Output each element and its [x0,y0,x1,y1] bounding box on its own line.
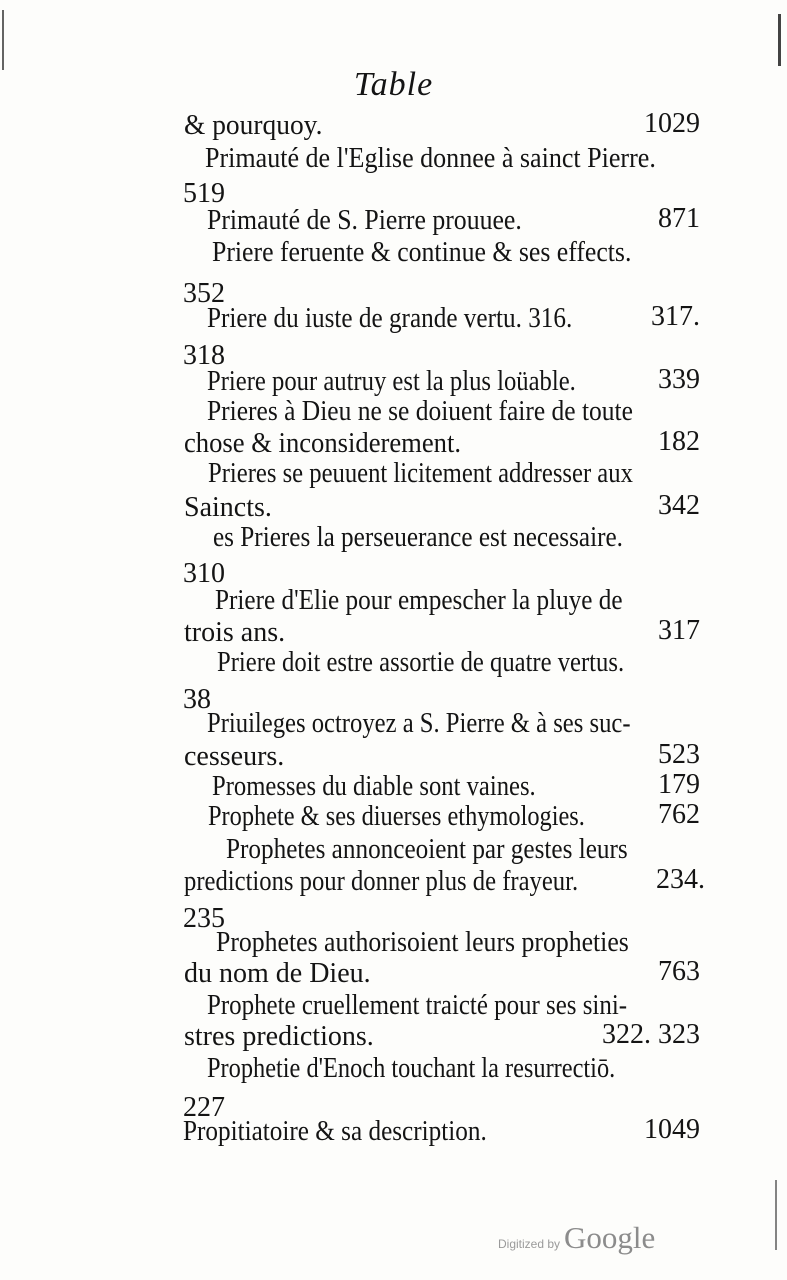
page-edge-mark-right-lower [775,1180,777,1250]
index-line: 352 [183,278,225,309]
index-line: Primauté de l'Eglise donnee à sainct Pierre. [205,143,656,174]
page-number: 317. [651,301,700,332]
page-number: 342 [658,490,700,521]
index-line: Prophetes annonceoient par gestes leurs [226,834,628,865]
page-number: 182 [658,426,700,457]
index-line: Prophete cruellement traicté pour ses sini- [207,990,628,1021]
page-number: 339 [658,364,700,395]
index-line: Prieres à Dieu ne se doiuent faire de toute [207,396,633,427]
digitized-watermark [498,1220,655,1256]
index-line: du nom de Dieu. [184,958,371,989]
index-line: 235 [183,903,225,934]
index-line: Prophetes authorisoient leurs propheties [216,927,629,958]
page-number: 234. [656,864,705,895]
page-number: 317 [658,615,700,646]
index-line: Saincts. [184,492,272,523]
page-number: 1029 [644,108,700,139]
index-line: es Prieres la perseuerance est necessaire. [213,522,623,553]
index-line: Priere pour autruy est la plus loüable. [207,366,576,397]
index-line: Prophetie d'Enoch touchant la resurrectiō. [207,1053,616,1084]
index-line: Promesses du diable sont vaines. [212,771,536,802]
index-line: 227 [183,1092,225,1123]
running-header: Table [353,66,434,103]
digitized-label: Digitized by [498,1237,561,1251]
page-number: 762 [658,799,700,830]
page-number: 1049 [644,1114,700,1145]
page-edge-mark-right [778,14,781,66]
page-edge-mark-left [2,10,12,70]
index-line: Propitiatoire & sa description. [183,1116,487,1147]
index-line: predictions pour donner plus de frayeur. [184,866,579,897]
index-line: Priere feruente & continue & ses effects. [212,237,632,268]
page-number: 322. 323 [602,1019,700,1050]
index-line: trois ans. [184,617,286,648]
index-line: 310 [183,558,225,589]
index-line: Prieres se peuuent licitement addresser aux [208,458,633,489]
index-line: chose & inconsiderement. [184,428,462,459]
index-line: & pourquoy. [184,110,323,141]
index-line: 519 [183,178,225,209]
index-line: Priuileges octroyez a S. Pierre & à ses suc- [207,708,631,739]
index-line: cesseurs. [184,741,285,772]
page-number: 523 [658,739,700,770]
page-number: 871 [658,203,700,234]
page-number: 763 [658,956,700,987]
index-line: stres predictions. [184,1021,374,1052]
index-line: Priere du iuste de grande vertu. 316. [207,303,573,334]
index-line: Primauté de S. Pierre prouuee. [207,205,522,236]
index-line: 38 [183,684,211,715]
page-number: 179 [658,769,700,800]
index-line: Priere doit estre assortie de quatre vertus. [217,647,625,678]
index-line: Priere d'Elie pour empescher la pluye de [215,585,623,616]
google-logo-text: Google [564,1220,656,1255]
index-line: 318 [183,340,225,371]
index-line: Prophete & ses diuerses ethymologies. [208,801,585,832]
